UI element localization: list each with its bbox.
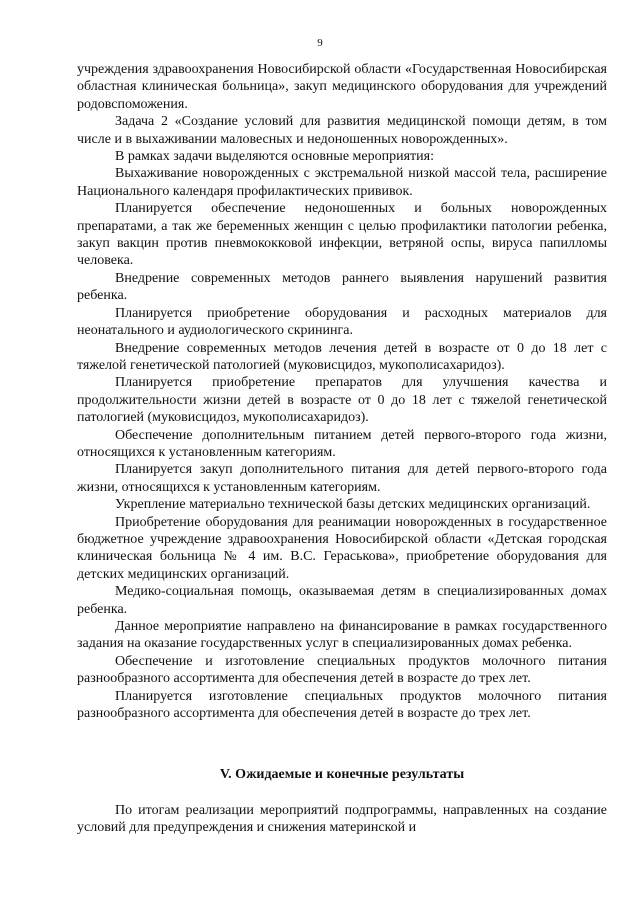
paragraph: Приобретение оборудования для реанимации новорожденных в государственное бюджетное учреждение здравоохранения Новосибирской области «Детская городская клиническая больница № 4 им. В.С. Гераськова», приобретение оборудования для детских медицинских организаций. <box>77 514 607 582</box>
paragraph: По итогам реализации мероприятий подпрограммы, направленных на создание условий для предупреждения и снижения материнской и <box>77 803 607 836</box>
paragraph: Укрепление материально технической базы детских медицинских организаций. <box>115 497 591 513</box>
paragraph: Внедрение современных методов лечения детей в возрасте от 0 до 18 лет с тяжелой генетической патологией (муковисцидоз, мукополисахаридоз). <box>77 340 607 373</box>
paragraph: Планируется обеспечение недоношенных и больных новорожденных препаратами, а так же беременных женщин с целью профилактики патологии ребенка, закуп вакцин против пневмококковой инфекции, ветряной оспы, вируса папилломы человека. <box>77 201 607 269</box>
section-heading: V. Ожидаемые и конечные результаты <box>219 767 465 782</box>
paragraph: Обеспечение и изготовление специальных продуктов молочного питания разнообразного ассортимента для обеспечения детей в возрасте до трех лет. <box>77 653 607 687</box>
paragraph: Обеспечение дополнительным питанием детей первого-второго года жизни, относящихся к установленным категориям. <box>77 427 607 460</box>
paragraph: Планируется приобретение оборудования и расходных материалов для неонатального и аудиологического скрининга. <box>77 305 607 339</box>
paragraph: Планируется приобретение препаратов для улучшения качества и продолжительности жизни детей в возрасте от 0 до 18 лет с тяжелой генетической патологией (муковисцидоз, мукополисахаридоз). <box>77 375 607 426</box>
paragraph: Внедрение современных методов раннего выявления нарушений развития ребенка. <box>77 270 607 304</box>
paragraph: учреждения здравоохранения Новосибирской области «Государственная Новосибирская областная клиническая больница», закуп медицинского оборудования для учреждений родовспоможения. <box>77 62 607 112</box>
document-body <box>77 61 607 722</box>
paragraph: Выхаживание новорожденных с экстремальной низкой массой тела, расширение Национального календаря профилактических прививок. <box>77 166 607 199</box>
paragraph: Медико-социальная помощь, оказываемая детям в специализированных домах ребенка. <box>77 584 607 617</box>
paragraph: Планируется закуп дополнительного питания для детей первого-второго года жизни, относящихся к установленным категориям. <box>77 462 607 495</box>
paragraph: Данное мероприятие направлено на финансирование в рамках государственного задания на оказание государственных услуг в специализированных домах ребенка. <box>77 619 607 652</box>
paragraph: Задача 2 «Создание условий для развития медицинской помощи детям, в том числе и в выхаживании маловесных и недоношенных новорожденных». <box>77 114 607 147</box>
conclusion-section <box>77 802 607 837</box>
page-number: 9 <box>317 37 323 49</box>
paragraph: Планируется изготовление специальных продуктов молочного питания разнообразного ассортимента для обеспечения детей в возрасте до трех лет. <box>77 688 607 722</box>
paragraph: В рамках задачи выделяются основные мероприятия: <box>115 149 434 165</box>
